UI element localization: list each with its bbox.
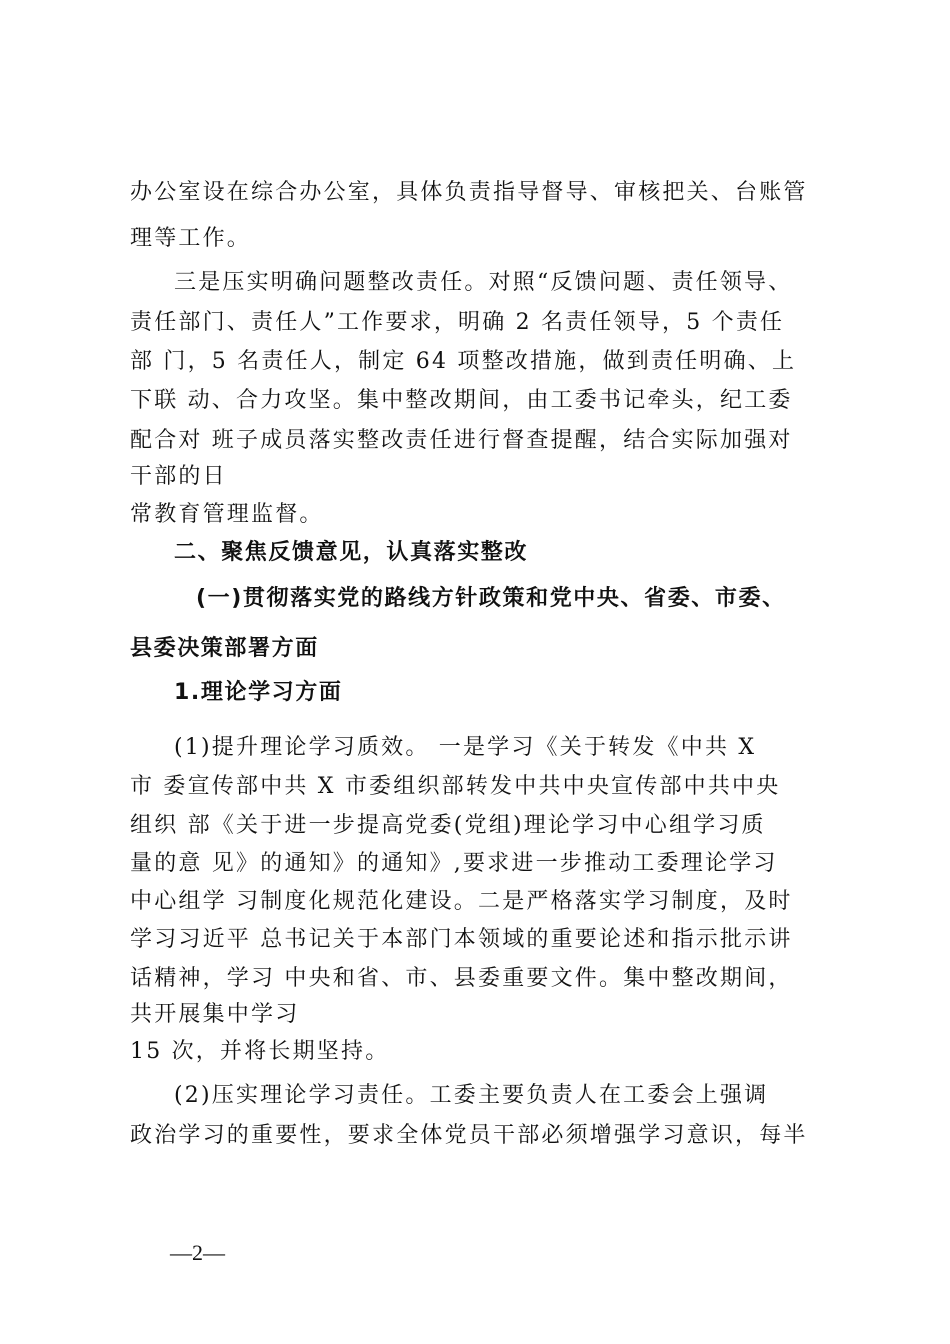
item-heading: 1.理论学习方面 [174,680,343,705]
subsection-heading: (一)贯彻落实党的路线方针政策和党中央、省委、市委、 [196,586,786,611]
body-text-line: 常教育管理监督。 [130,502,324,527]
body-text-line: 干部的日 [130,464,227,489]
body-text-line: 政治学习的重要性，要求全体党员干部必须增强学习意识，每半 [130,1123,808,1148]
body-text-line: 量的意 见》的通知》的通知》,要求进一步推动工委理论学习 [130,851,778,876]
body-text-line: 办公室设在综合办公室，具体负责指导督导、审核把关、台账管 [130,180,808,205]
body-text-line: 下联 动、合力攻坚。集中整改期间，由工委书记牵头，纪工委 [130,388,793,413]
body-text-line: 15 次，并将长期坚持。 [130,1039,390,1064]
body-text-line: 责任部门、责任人”工作要求，明确 2 名责任领导，5 个责任 [130,310,785,335]
page-number: —2— [170,1240,225,1265]
section-heading: 二、聚焦反馈意见，认真落实整改 [174,540,529,565]
body-text-line: 中心组学 习制度化规范化建设。二是严格落实学习制度，及时 [130,889,793,914]
body-text-line: 市 委宣传部中共 X 市委组织部转发中共中央宣传部中共中央 [130,774,781,799]
body-text-line: 话精神，学习 中央和省、市、县委重要文件。集中整改期间， [130,966,793,991]
paragraph-start-line: (2)压实理论学习责任。工委主要负责人在工委会上强调 [174,1083,769,1108]
body-text-line: 学习习近平 总书记关于本部门本领域的重要论述和指示批示讲 [130,927,793,952]
body-text-line: 共开展集中学习 [130,1002,300,1027]
paragraph-start-line: (1)提升理论学习质效。 一是学习《关于转发《中共 X [174,735,757,760]
paragraph-start-line: 三是压实明确问题整改责任。对照“反馈问题、责任领导、 [174,270,793,295]
body-text-line: 部 门，5 名责任人，制定 64 项整改措施，做到责任明确、上 [130,349,797,374]
body-text-line: 配合对 班子成员落实整改责任进行督查提醒，结合实际加强对 [130,428,793,453]
body-text-line: 理等工作。 [130,226,252,251]
subsection-heading-continued: 县委决策部署方面 [130,636,319,661]
body-text-line: 组织 部《关于进一步提高党委(党组)理论学习中心组学习质 [130,813,766,838]
